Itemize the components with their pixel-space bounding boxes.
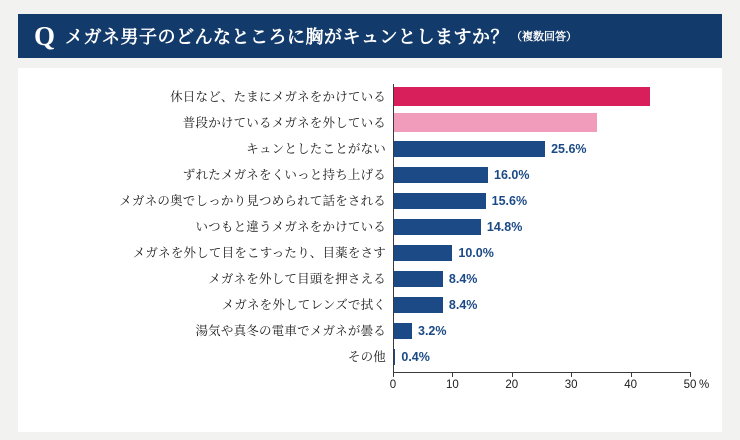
chart-row	[18, 318, 722, 344]
value-label	[535, 110, 586, 136]
value-label	[492, 188, 527, 214]
x-tick	[512, 372, 513, 377]
bar	[393, 193, 486, 209]
value-label	[458, 240, 493, 266]
question-title: メガネ男子のどんなところに胸がキュンとしますか？	[65, 27, 510, 47]
value-number: 16.0	[494, 168, 519, 182]
chart-row	[18, 110, 722, 136]
value-number: 0.4	[401, 350, 419, 364]
value-label	[578, 84, 636, 110]
value-label	[401, 344, 430, 370]
category-label: 湯気や真冬の電車でメガネが曇る	[195, 324, 386, 338]
bar	[393, 297, 443, 313]
value-label	[487, 214, 522, 240]
x-tick-label: 50	[683, 379, 697, 391]
percent-sign: %	[518, 168, 530, 182]
category-label: 普段かけているメガネを外している	[182, 116, 386, 130]
category-label: ずれたメガネをくいっと持ち上げる	[182, 168, 386, 182]
x-tick-label: 30	[564, 379, 578, 391]
question-mark-icon: Q	[34, 20, 56, 51]
percent-sign: %	[435, 324, 447, 338]
category-label: その他	[347, 350, 386, 364]
bar-chart	[18, 68, 722, 432]
y-axis	[393, 84, 394, 372]
category-label: キュンとしたことがない	[246, 142, 386, 156]
value-number: 34.4	[535, 112, 575, 134]
category-label: メガネの奥でしっかり見つめられて話をされる	[119, 194, 386, 208]
chart-row	[18, 214, 722, 240]
chart-row	[18, 344, 722, 370]
percent-sign: %	[466, 298, 478, 312]
x-tick-label: 20	[505, 379, 519, 391]
percent-sign: %	[622, 92, 636, 109]
value-label	[449, 266, 478, 292]
percent-sign: %	[516, 194, 528, 208]
x-tick	[393, 372, 394, 377]
chart-card	[18, 68, 722, 432]
x-tick-label: 0	[389, 379, 397, 391]
question-header	[18, 14, 722, 58]
bar	[393, 271, 443, 287]
value-number: 14.8	[486, 220, 512, 234]
bar	[393, 219, 481, 235]
x-tick	[571, 372, 572, 377]
category-label: メガネを外してレンズで拭く	[221, 298, 386, 312]
bar	[393, 141, 545, 157]
percent-sign: %	[466, 272, 478, 286]
chart-row	[18, 292, 722, 318]
percent-sign: %	[574, 117, 586, 132]
category-label: メガネを外して目頭を押さえる	[208, 272, 386, 286]
value-number: 10.0	[458, 246, 483, 260]
value-label	[494, 162, 529, 188]
chart-row	[18, 266, 722, 292]
value-number: 15.6	[491, 194, 516, 208]
x-tick	[631, 372, 632, 377]
value-label	[418, 318, 447, 344]
bar	[393, 245, 452, 261]
chart-row	[18, 240, 722, 266]
chart-row	[18, 84, 722, 110]
value-number: 25.6	[551, 142, 576, 156]
value-number: 3.2	[418, 324, 436, 338]
value-label	[551, 136, 586, 162]
value-number: 43.2	[577, 84, 623, 110]
x-tick	[452, 372, 453, 377]
x-tick	[690, 372, 691, 377]
x-axis-unit: %	[699, 379, 710, 391]
percent-sign: %	[418, 350, 430, 364]
category-label: 休日など、たまにメガネをかけている	[170, 90, 386, 104]
percent-sign: %	[482, 246, 494, 260]
category-label: メガネを外して目をこすったり、目薬をさす	[132, 246, 386, 260]
percent-sign: %	[575, 142, 587, 156]
x-tick-label: 40	[624, 379, 637, 391]
question-subtitle: （複数回答）	[511, 31, 578, 43]
x-tick-label: 10	[445, 379, 459, 391]
chart-row	[18, 162, 722, 188]
value-label	[449, 292, 478, 318]
bar	[393, 323, 412, 339]
chart-row	[18, 136, 722, 162]
percent-sign: %	[511, 220, 523, 234]
category-label: いつもと違うメガネをかけている	[195, 220, 386, 234]
x-axis	[393, 372, 690, 373]
bar	[393, 167, 488, 183]
value-number: 8.4	[448, 272, 467, 286]
value-number: 8.4	[448, 298, 467, 312]
chart-row	[18, 188, 722, 214]
